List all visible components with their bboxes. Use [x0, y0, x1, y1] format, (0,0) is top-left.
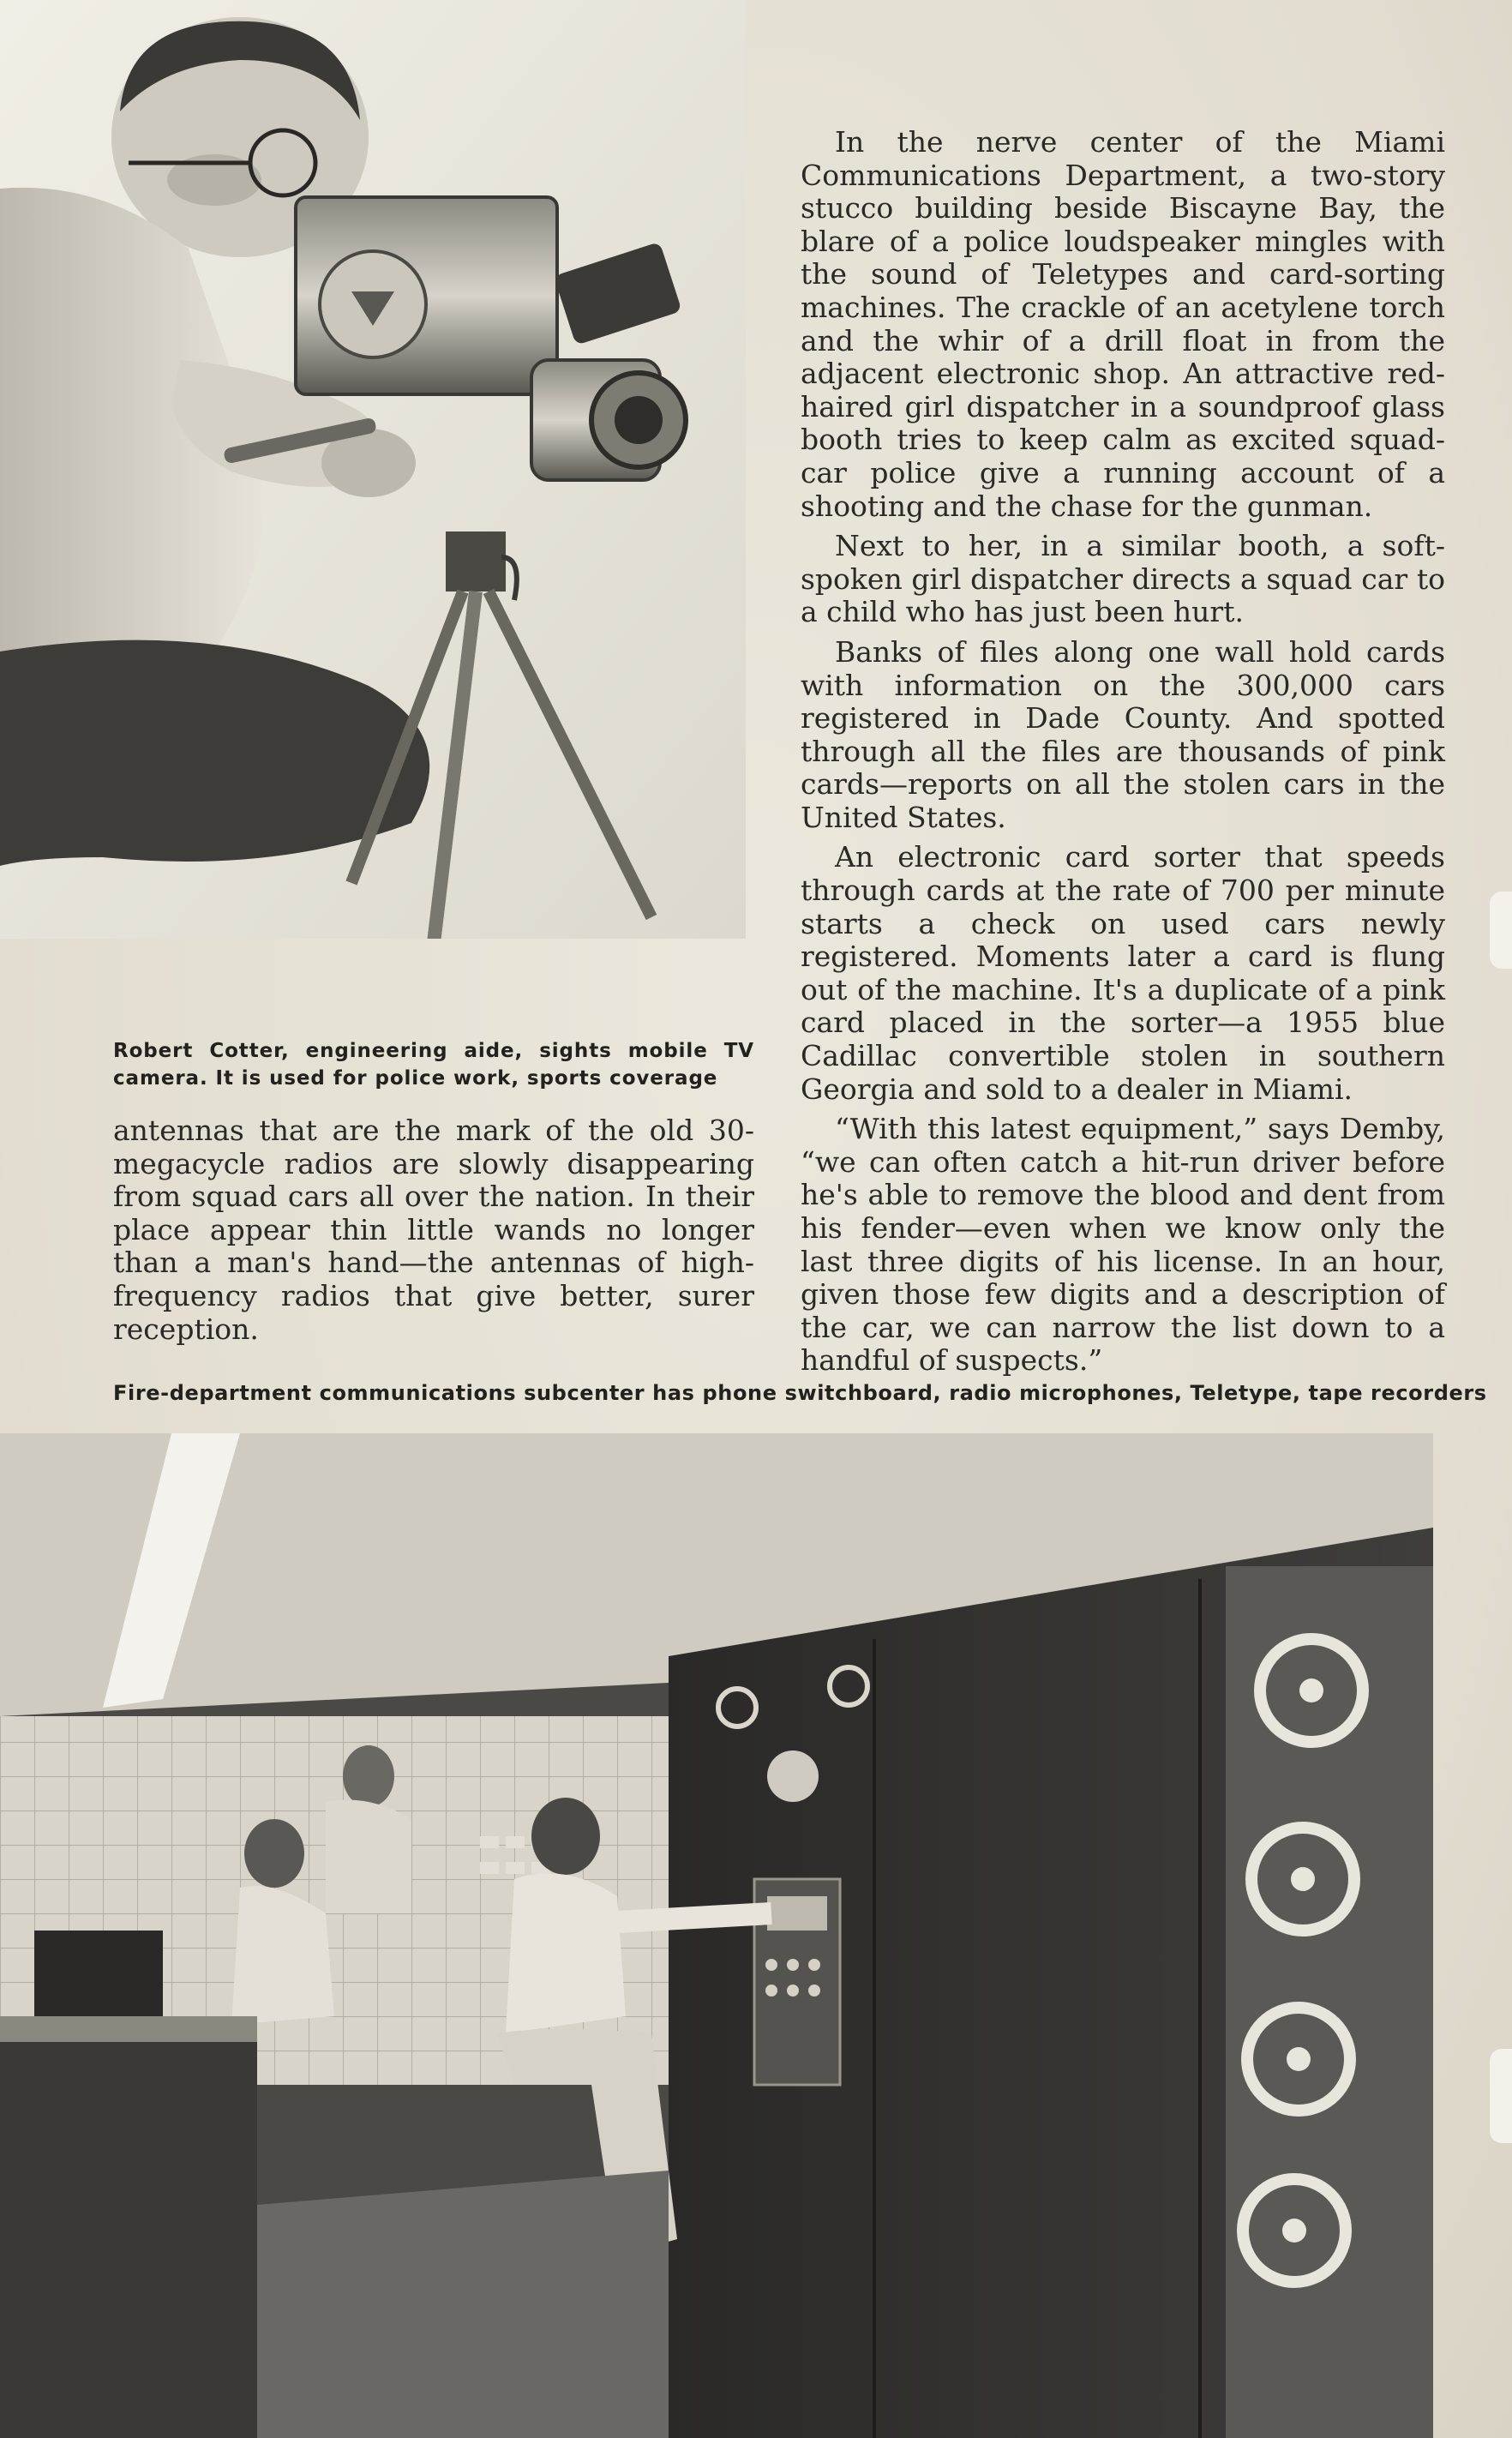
article-column-right [801, 126, 1445, 1384]
photo-caption-bottom: Fire-department communications subcenter has phone switchboard, radio microphones, Teletype, tape recorders [113, 1381, 1487, 1405]
paragraph: antennas that are the mark of the old 30-megacycle radios are slowly disappearing from squad cars all over the nation. In their place appear thin little wands no longer than a man's hand—the antennas of high-frequency radios that give better, surer reception. [113, 1114, 754, 1346]
paragraph: An electronic card sorter that speeds through cards at the rate of 700 per minute starts a check on used cars newly registered. Moments later a card is flung out of the machine. It's a duplicate of a pink card placed in the sorter—a 1955 blue Cadillac convertible stolen in southern Georgia and sold to a dealer in Miami. [801, 840, 1445, 1106]
communications-room-illustration [0, 1433, 1433, 2438]
photo-communications-subcenter [0, 1433, 1433, 2438]
article-column-left [113, 1114, 754, 1353]
page-edge-notch [1490, 2049, 1512, 2143]
page-edge-notch [1490, 892, 1512, 969]
paragraph: In the nerve center of the Miami Communications Department, a two-story stucco building beside Biscayne Bay, the blare of a police loudspeaker mingles with the sound of Teletypes and card-sorting machines. The crackle of an acetylene torch and the whir of a drill float in from the adjacent electronic shop. An attractive red-haired girl dispatcher in a soundproof glass booth tries to keep calm as excited squad-car police give a running account of a shooting and the chase for the gunman. [801, 125, 1445, 523]
paragraph: Next to her, in a similar booth, a soft-spoken girl dispatcher directs a squad car to a child who has just been hurt. [801, 529, 1445, 629]
camera-operator-illustration [0, 0, 746, 939]
photo-caption-top: Robert Cotter, engineering aide, sights mobile TV camera. It is used for police work, sports coverage [113, 1040, 754, 1090]
paragraph: “With this latest equipment,” says Demby, “we can often catch a hit-run driver before he's able to remove the blood and dent from his fender—even when we know only the last three digits of his license. In an hour, given those few digits and a description of the car, we can narrow the list down to a handful of suspects.” [801, 1112, 1445, 1378]
paragraph: Banks of files along one wall hold cards with information on the 300,000 cars registered in Dade County. And spotted through all the files are thousands of pink cards—reports on all the stolen cars in the United States. [801, 634, 1445, 834]
photo-camera-operator [0, 0, 746, 939]
